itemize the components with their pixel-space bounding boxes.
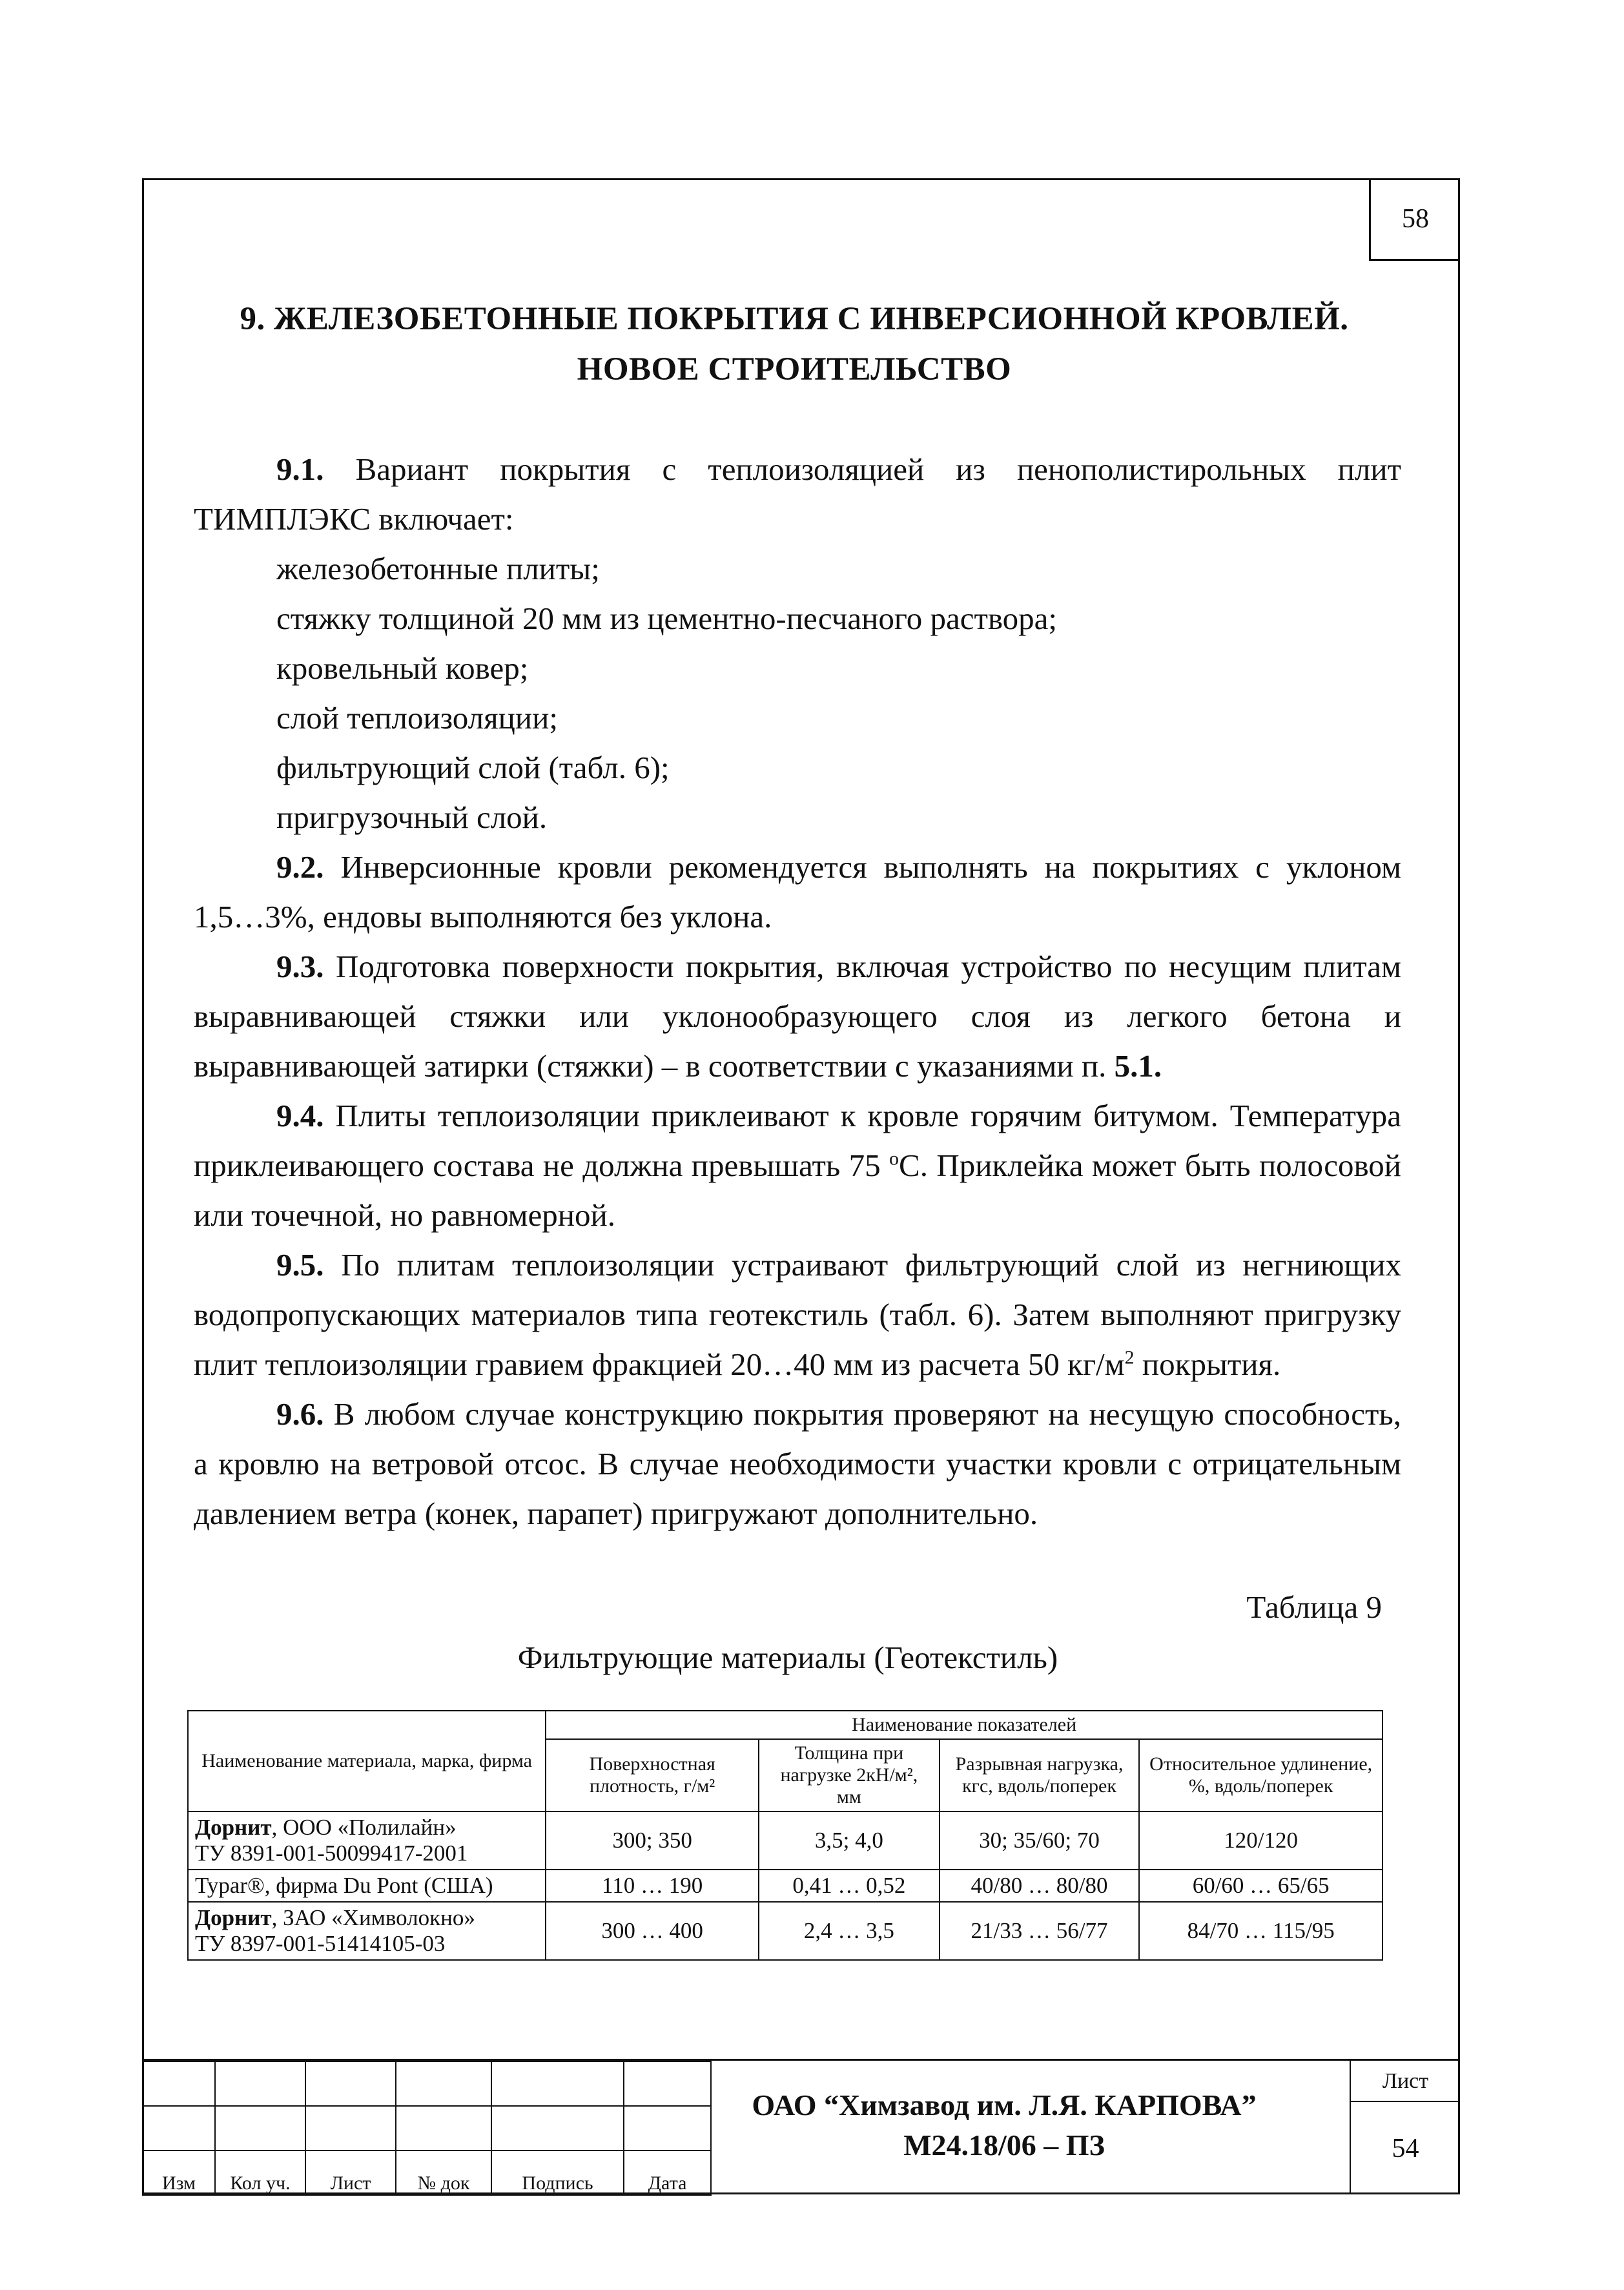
table-cell: 21/33 … 56/77 bbox=[940, 1902, 1140, 1960]
col-label: № док bbox=[396, 2151, 491, 2195]
paragraph-text: В любом случае конструкцию покрытия проверяют на несущую способность, а кровлю на ветровой отсос. В случае необходимости участки кровли с отрицательным давлением ветра (конек, парапет) пригружают дополнительно. bbox=[194, 1396, 1401, 1531]
list-item: пригрузочный слой. bbox=[276, 799, 548, 835]
organization-name: ОАО “Химзавод им. Л.Я. КАРПОВА” bbox=[752, 2089, 1257, 2121]
paragraph-text: покрытия. bbox=[1134, 1346, 1281, 1382]
table-cell: 110 … 190 bbox=[546, 1870, 759, 1902]
top-page-number: 58 bbox=[1369, 178, 1460, 261]
header-tensile-load: Разрывная нагрузка, кгс, вдоль/поперек bbox=[940, 1739, 1140, 1811]
superscript: 2 bbox=[1124, 1346, 1135, 1368]
paragraph-9-5 bbox=[194, 1240, 1401, 1389]
sheet-number: 54 bbox=[1350, 2102, 1460, 2194]
table-row bbox=[188, 1870, 1382, 1902]
table-cell: 300 … 400 bbox=[546, 1902, 759, 1960]
col-label: Подпись bbox=[491, 2151, 624, 2195]
list-item: железобетонные плиты; bbox=[276, 551, 600, 586]
geotextile-table bbox=[187, 1710, 1383, 1961]
paragraph-text: С. Приклейка может быть полосовой или точечной, но равномерной. bbox=[194, 1148, 1401, 1233]
table-header-row bbox=[188, 1711, 1382, 1739]
header-density: Поверхностная плотность, г/м² bbox=[546, 1739, 759, 1811]
sheet-label: Лист bbox=[1350, 2061, 1460, 2102]
paragraph-text: По плитам теплоизоляции устраивают фильтрующий слой из негниющих водопропускающих материалов типа геотекстиль (табл. 6). Затем выполняют пригрузку плит теплоизоляции гравием фракцией 20…40 мм из расчета 50 кг/м bbox=[194, 1247, 1401, 1382]
header-material-name: Наименование материала, марка, фирма bbox=[188, 1711, 546, 1811]
col-label: Дата bbox=[624, 2151, 711, 2195]
paragraph-text: Вариант покрытия с теплоизоляцией из пенополистирольных плит ТИМПЛЭКС включает: bbox=[194, 451, 1401, 537]
table-cell: 84/70 … 115/95 bbox=[1139, 1902, 1382, 1960]
list-item: фильтрующий слой (табл. 6); bbox=[276, 750, 670, 785]
table-cell: 40/80 … 80/80 bbox=[940, 1870, 1140, 1902]
header-elongation: Относительное удлинение, %, вдоль/поперек bbox=[1139, 1739, 1382, 1811]
paragraph-number: 9.3. bbox=[276, 949, 324, 984]
col-label: Лист bbox=[305, 2151, 396, 2195]
header-thickness: Толщина при нагрузке 2кН/м², мм bbox=[759, 1739, 940, 1811]
body-text bbox=[194, 444, 1401, 1538]
title-block bbox=[142, 2059, 1460, 2194]
revision-labels-row bbox=[143, 2151, 711, 2195]
paragraph-9-4 bbox=[194, 1091, 1401, 1240]
table-row bbox=[188, 1902, 1382, 1960]
table-cell: 60/60 … 65/65 bbox=[1139, 1870, 1382, 1902]
document-code: М24.18/06 – ПЗ bbox=[903, 2129, 1105, 2161]
col-label: Кол уч. bbox=[215, 2151, 305, 2195]
paragraph-number: 9.2. bbox=[276, 849, 324, 885]
heading-line-1: 9. ЖЕЛЕЗОБЕТОННЫЕ ПОКРЫТИЯ С ИНВЕРСИОННОЙ КРОВЛЕЙ. bbox=[240, 301, 1349, 337]
paragraph-number: 9.1. bbox=[276, 451, 324, 487]
col-label: Изм bbox=[143, 2151, 215, 2195]
table-cell: 30; 35/60; 70 bbox=[940, 1811, 1140, 1870]
section-heading bbox=[194, 294, 1395, 395]
paragraph-text: Плиты теплоизоляции приклеивают к кровле горячим битумом. Температура приклеивающего состава не должна превышать 75 bbox=[194, 1098, 1401, 1183]
degree-sign: o bbox=[889, 1148, 899, 1170]
table-cell: 300; 350 bbox=[546, 1811, 759, 1870]
heading-line-2: НОВОЕ СТРОИТЕЛЬСТВО bbox=[577, 351, 1012, 387]
table-cell: 2,4 … 3,5 bbox=[759, 1902, 940, 1960]
paragraph-number: 9.4. bbox=[276, 1098, 324, 1133]
revision-grid bbox=[142, 2061, 712, 2196]
paragraph-9-6 bbox=[194, 1389, 1401, 1538]
table-cell: 0,41 … 0,52 bbox=[759, 1870, 940, 1902]
paragraph-9-1 bbox=[194, 444, 1401, 544]
list-item: слой теплоизоляции; bbox=[276, 700, 558, 736]
header-indicators-group: Наименование показателей bbox=[546, 1711, 1382, 1739]
paragraph-9-3 bbox=[194, 942, 1401, 1091]
paragraph-9-2 bbox=[194, 842, 1401, 942]
paragraph-number: 9.5. bbox=[276, 1247, 324, 1283]
paragraph-text: Подготовка поверхности покрытия, включая устройство по несущим плитам выравнивающей стяжки или уклонообразующего слоя из легкого бетона и выравнивающей затирки (стяжки) – в соответствии с указаниями п. bbox=[194, 949, 1401, 1084]
table-row bbox=[188, 1811, 1382, 1870]
material-name-cell: Typar®, фирма Du Pont (США) bbox=[188, 1870, 546, 1902]
table-title: Фильтрующие материалы (Геотекстиль) bbox=[517, 1640, 1058, 1675]
paragraph-text: Инверсионные кровли рекомендуется выполнять на покрытиях с уклоном 1,5…3%, ендовы выполняются без уклона. bbox=[194, 849, 1401, 934]
list-item: стяжку толщиной 20 мм из цементно-песчаного раствора; bbox=[276, 601, 1058, 636]
list-item: кровельный ковер; bbox=[276, 650, 529, 686]
table-cell: 120/120 bbox=[1139, 1811, 1382, 1870]
table-number: Таблица 9 bbox=[1246, 1589, 1382, 1625]
organization-block bbox=[717, 2085, 1291, 2165]
material-name-cell: Дорнит, ООО «Полилайн» ТУ 8391-001-50099417-2001 bbox=[188, 1811, 546, 1870]
material-name-cell: Дорнит, ЗАО «Химволокно» ТУ 8397-001-51414105-03 bbox=[188, 1902, 546, 1960]
table-cell: 3,5; 4,0 bbox=[759, 1811, 940, 1870]
paragraph-number: 9.6. bbox=[276, 1396, 324, 1432]
section-reference: 5.1. bbox=[1114, 1048, 1162, 1084]
